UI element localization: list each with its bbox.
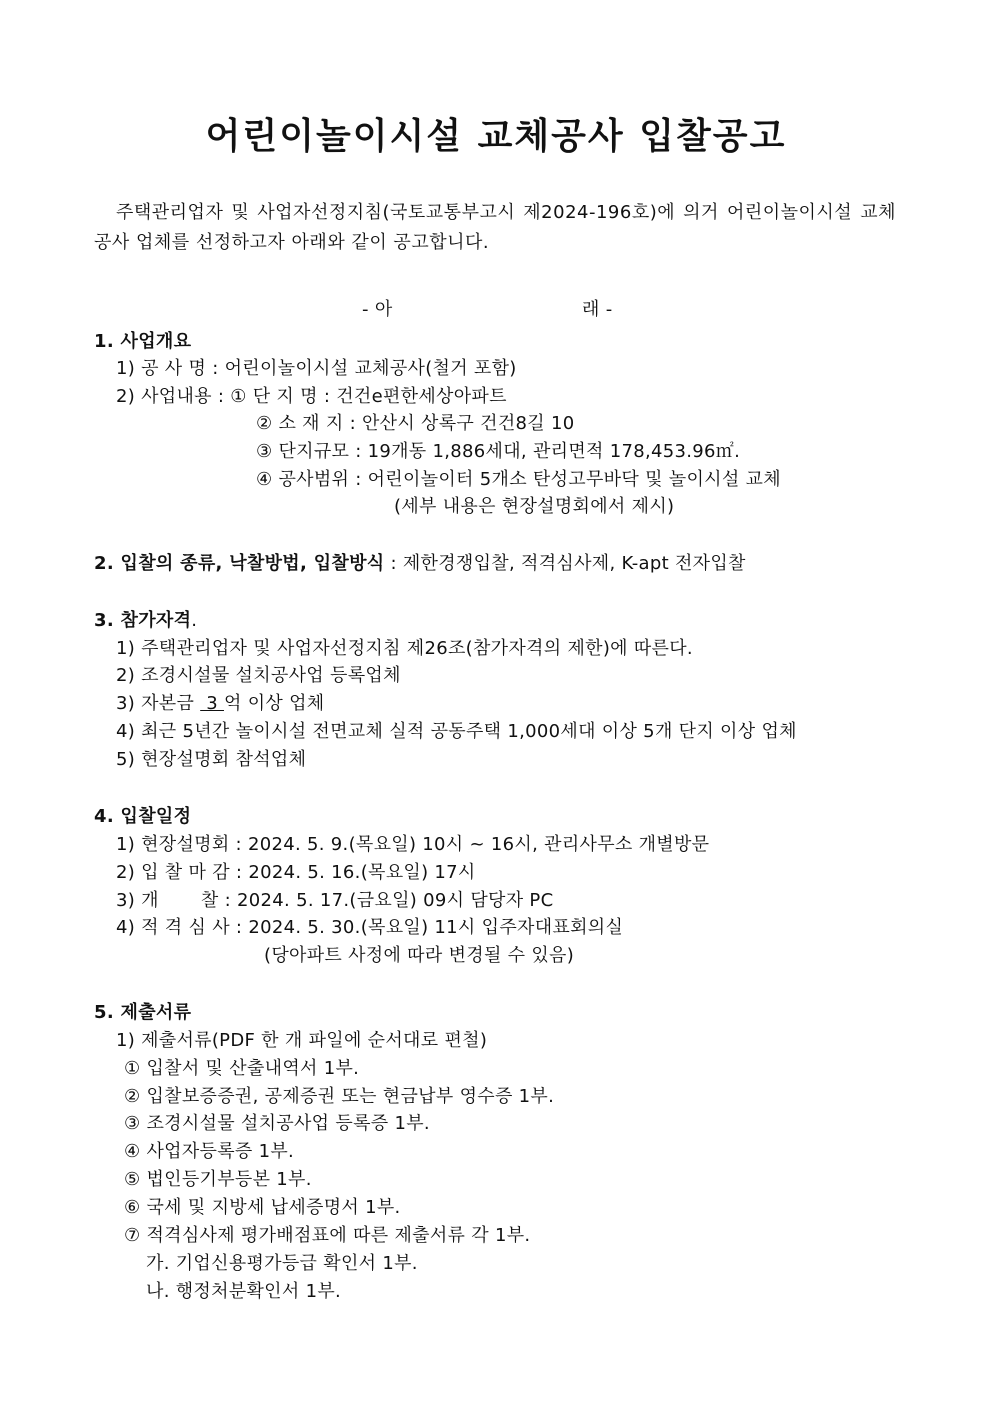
page-title: 어린이놀이시설 교체공사 입찰공고 [205, 116, 787, 157]
section-2-text: : 제한경쟁입찰, 적격심사제, K-apt 전자입찰 [384, 553, 746, 574]
s1-line-4: ③ 단지규모 : 19개동 1,886세대, 관리면적 178,453.96㎡. [256, 441, 741, 462]
section-2-heading: 2. 입찰의 종류, 낙찰방법, 입찰방식 [94, 553, 385, 574]
s5-line-1: 1) 제출서류(PDF 한 개 파일에 순서대로 편철) [116, 1030, 488, 1051]
s3-line-3-suffix: 억 이상 업체 [223, 693, 325, 714]
s3-line-5: 5) 현장설명회 참석업체 [116, 749, 307, 770]
section-3-heading: 3. 참가자격 [94, 610, 192, 631]
intro-paragraph: 주택관리업자 및 사업자선정지침(국토교통부고시 제2024-196호)에 의거 어린이놀이시설 교체공사 업체를 선정하고자 아래와 같이 공고합니다. [94, 202, 896, 253]
s3-line-3-prefix: 3) 자본금 [116, 693, 201, 714]
s1-line-1: 1) 공 사 명 : 어린이놀이시설 교체공사(철거 포함) [116, 358, 517, 379]
s3-line-4: 4) 최근 5년간 놀이시설 전면교체 실적 공동주택 1,000세대 이상 5개 단지 이상 업체 [116, 721, 797, 742]
s3-line-2: 2) 조경시설물 설치공사업 등록업체 [116, 665, 401, 686]
s4-line-4: 4) 적 격 심 사 : 2024. 5. 30.(목요일) 11시 입주자대표회의실 [116, 917, 624, 938]
s5-item-1: ① 입찰서 및 산출내역서 1부. [124, 1058, 360, 1079]
s3-line-3 [116, 691, 324, 717]
s1-line-5: ④ 공사범위 : 어린이놀이터 5개소 탄성고무바닥 및 놀이시설 교체 [256, 469, 781, 490]
notice-heading-left: - 아 [362, 299, 393, 320]
section-1-heading: 1. 사업개요 [94, 331, 192, 352]
s1-line-3: ② 소 재 지 : 안산시 상록구 건건8길 10 [256, 413, 575, 434]
section-3 [94, 608, 197, 634]
s5-item-5: ⑤ 법인등기부등본 1부. [124, 1169, 312, 1190]
s5-item-6: ⑥ 국세 및 지방세 납세증명서 1부. [124, 1197, 401, 1218]
section-5-heading: 5. 제출서류 [94, 1002, 192, 1023]
section-2 [94, 551, 746, 577]
capital-amount: 3 [200, 693, 224, 714]
s4-line-1: 1) 현장설명회 : 2024. 5. 9.(목요일) 10시 ~ 16시, 관리사무소 개별방문 [116, 834, 710, 855]
s3-line-1: 1) 주택관리업자 및 사업자선정지침 제26조(참가자격의 제한)에 따른다. [116, 638, 693, 659]
s5-subitem-a: 가. 기업신용평가등급 확인서 1부. [146, 1253, 418, 1274]
s1-line-2: 2) 사업내용 : ① 단 지 명 : 건건e편한세상아파트 [116, 386, 507, 407]
s5-item-3: ③ 조경시설물 설치공사업 등록증 1부. [124, 1113, 430, 1134]
section-3-dot: . [191, 610, 198, 631]
notice-heading-right: 래 - [582, 299, 613, 320]
section-4-heading: 4. 입찰일정 [94, 806, 192, 827]
s5-subitem-b: 나. 행정처분확인서 1부. [146, 1281, 342, 1302]
s4-line-3: 3) 개 찰 : 2024. 5. 17.(금요일) 09시 담당자 PC [116, 890, 554, 911]
s4-line-5: (당아파트 사정에 따라 변경될 수 있음) [264, 945, 575, 966]
s5-item-2: ② 입찰보증증권, 공제증권 또는 현금납부 영수증 1부. [124, 1086, 555, 1107]
s5-item-7: ⑦ 적격심사제 평가배점표에 따른 제출서류 각 1부. [124, 1225, 531, 1246]
s1-line-6: (세부 내용은 현장설명회에서 제시) [394, 496, 675, 517]
s4-line-2: 2) 입 찰 마 감 : 2024. 5. 16.(목요일) 17시 [116, 862, 476, 883]
s5-item-4: ④ 사업자등록증 1부. [124, 1141, 295, 1162]
